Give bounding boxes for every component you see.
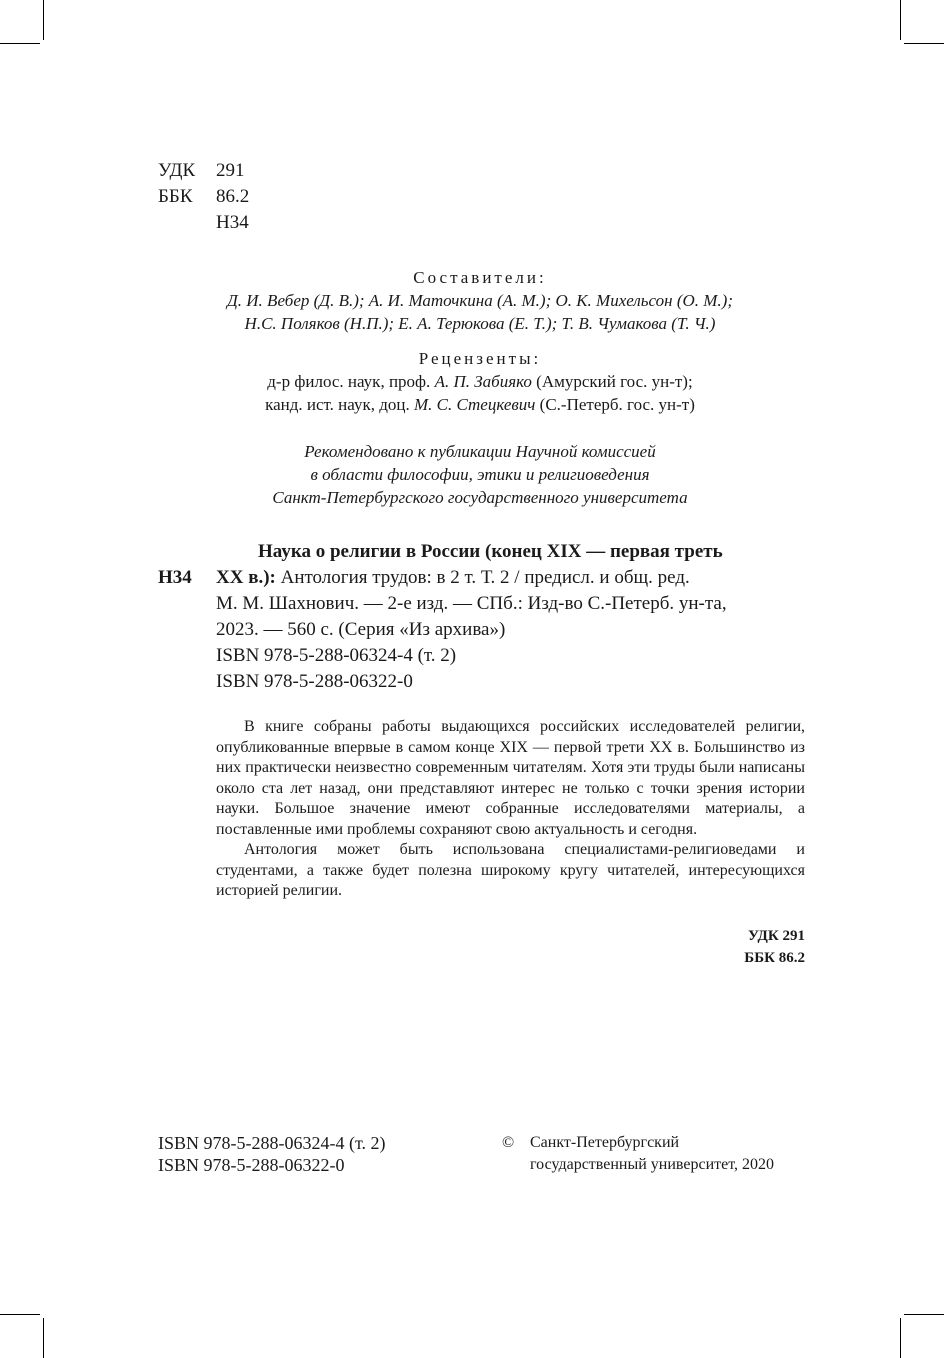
bib-title-line-2-bold: XX в.):	[216, 567, 276, 588]
abstract-paragraph-1: В книге собраны работы выдающихся российских исследователей религии, опубликованные впервые в самом конце XIX — первой трети XX в. Большинство из них практически неизвестно современным читателям. Хотя эти труды были написаны около ста лет назад, они представляют интерес не только с точки зрения истории науки. Большое значение имеют собранные исследователями материалы, а поставленные ими проблемы сохраняют свою актуальность и сегодня.	[216, 718, 805, 838]
recommendation-line-3: Санкт-Петербургского государственного университета	[272, 488, 688, 507]
recommendation-line-1: Рекомендовано к публикации Научной комиссией	[304, 442, 656, 461]
bib-isbn-2: ISBN 978-5-288-06322-0	[216, 671, 413, 692]
bib-line-3: М. М. Шахнович. — 2-е изд. — СПб.: Изд-во С.-Петерб. ун-та,	[216, 593, 727, 614]
reviewers-block	[150, 347, 810, 416]
crop-mark-top-right-vertical	[900, 0, 901, 40]
bib-isbn-1: ISBN 978-5-288-06324-4 (т. 2)	[216, 645, 457, 666]
reviewer-1	[150, 370, 810, 393]
footer-isbn-1: ISBN 978-5-288-06324-4 (т. 2)	[158, 1133, 386, 1153]
bbk-value: 86.2	[216, 186, 250, 207]
bib-title-line-2-row	[158, 565, 808, 591]
reviewer-2-degree: канд. ист. наук, доц.	[265, 395, 414, 414]
classification-block	[600, 925, 805, 969]
reviewer-2-name: М. С. Стецкевич	[413, 395, 536, 414]
recommendation-line-2: в области философии, этики и религиоведения	[310, 465, 650, 484]
bib-title-line-1: Наука о религии в России (конец XIX — первая треть	[258, 541, 723, 562]
footer-isbn-2: ISBN 978-5-288-06322-0	[158, 1155, 345, 1175]
crop-mark-bottom-right-vertical	[900, 1318, 901, 1358]
compilers-line-2: Н.С. Поляков (Н.П.); Е. А. Терюкова (Е. Т.); Т. В. Чумакова (Т. Ч.)	[244, 314, 716, 333]
classification-udk: УДК 291	[748, 928, 805, 944]
recommendation-block	[150, 440, 810, 509]
footer-isbn-block	[158, 1132, 386, 1176]
copyright-holder-line-1: Санкт-Петербургский	[530, 1134, 680, 1151]
abstract	[216, 717, 805, 902]
crop-mark-bottom-right-horizontal	[904, 1314, 944, 1315]
reviewer-2-affiliation: (С.-Петерб. гос. ун-т)	[535, 395, 695, 414]
copyright-symbol: ©	[502, 1134, 515, 1151]
crop-mark-bottom-left-horizontal	[0, 1314, 40, 1315]
reviewer-1-name: А. П. Забияко	[434, 372, 532, 391]
crop-mark-top-left-vertical	[43, 0, 44, 40]
copyright-holder-line-2: государственный университет, 2020	[530, 1156, 775, 1173]
copyright-holder	[530, 1132, 774, 1176]
bib-author-mark: Н34	[158, 567, 192, 588]
reviewers-heading: Рецензенты:	[418, 349, 542, 368]
reviewer-1-degree: д-р филос. наук, проф.	[267, 372, 435, 391]
classification-bbk: ББК 86.2	[744, 950, 805, 966]
crop-mark-top-right-horizontal	[904, 43, 944, 44]
bib-line-4: 2023. — 560 с. (Серия «Из архива»)	[216, 619, 506, 640]
compilers-line-1: Д. И. Вебер (Д. В.); А. И. Маточкина (А. М.); О. К. Михельсон (О. М.);	[226, 291, 734, 310]
compilers-block	[150, 266, 810, 335]
index-block	[158, 158, 249, 236]
reviewer-1-affiliation: (Амурский гос. ун-т);	[531, 372, 693, 391]
reviewer-2	[150, 393, 810, 416]
bibliographic-description	[158, 539, 808, 695]
author-mark: Н34	[216, 212, 249, 233]
udk-value: 291	[216, 160, 245, 181]
compilers-heading: Составители:	[413, 268, 547, 287]
bib-title-line-2	[216, 565, 690, 591]
abstract-paragraph-2: Антология может быть использована специалистами-религиоведами и студентами, а также будет полезна широкому кругу читателей, интересующихся историей религии.	[216, 841, 805, 899]
bbk-label: ББК	[158, 186, 193, 207]
crop-mark-top-left-horizontal	[0, 43, 40, 44]
udk-label: УДК	[158, 160, 196, 181]
crop-mark-bottom-left-vertical	[43, 1318, 44, 1358]
bib-title-line-2-rest: Антология трудов: в 2 т. Т. 2 / предисл. и общ. ред.	[275, 567, 690, 588]
